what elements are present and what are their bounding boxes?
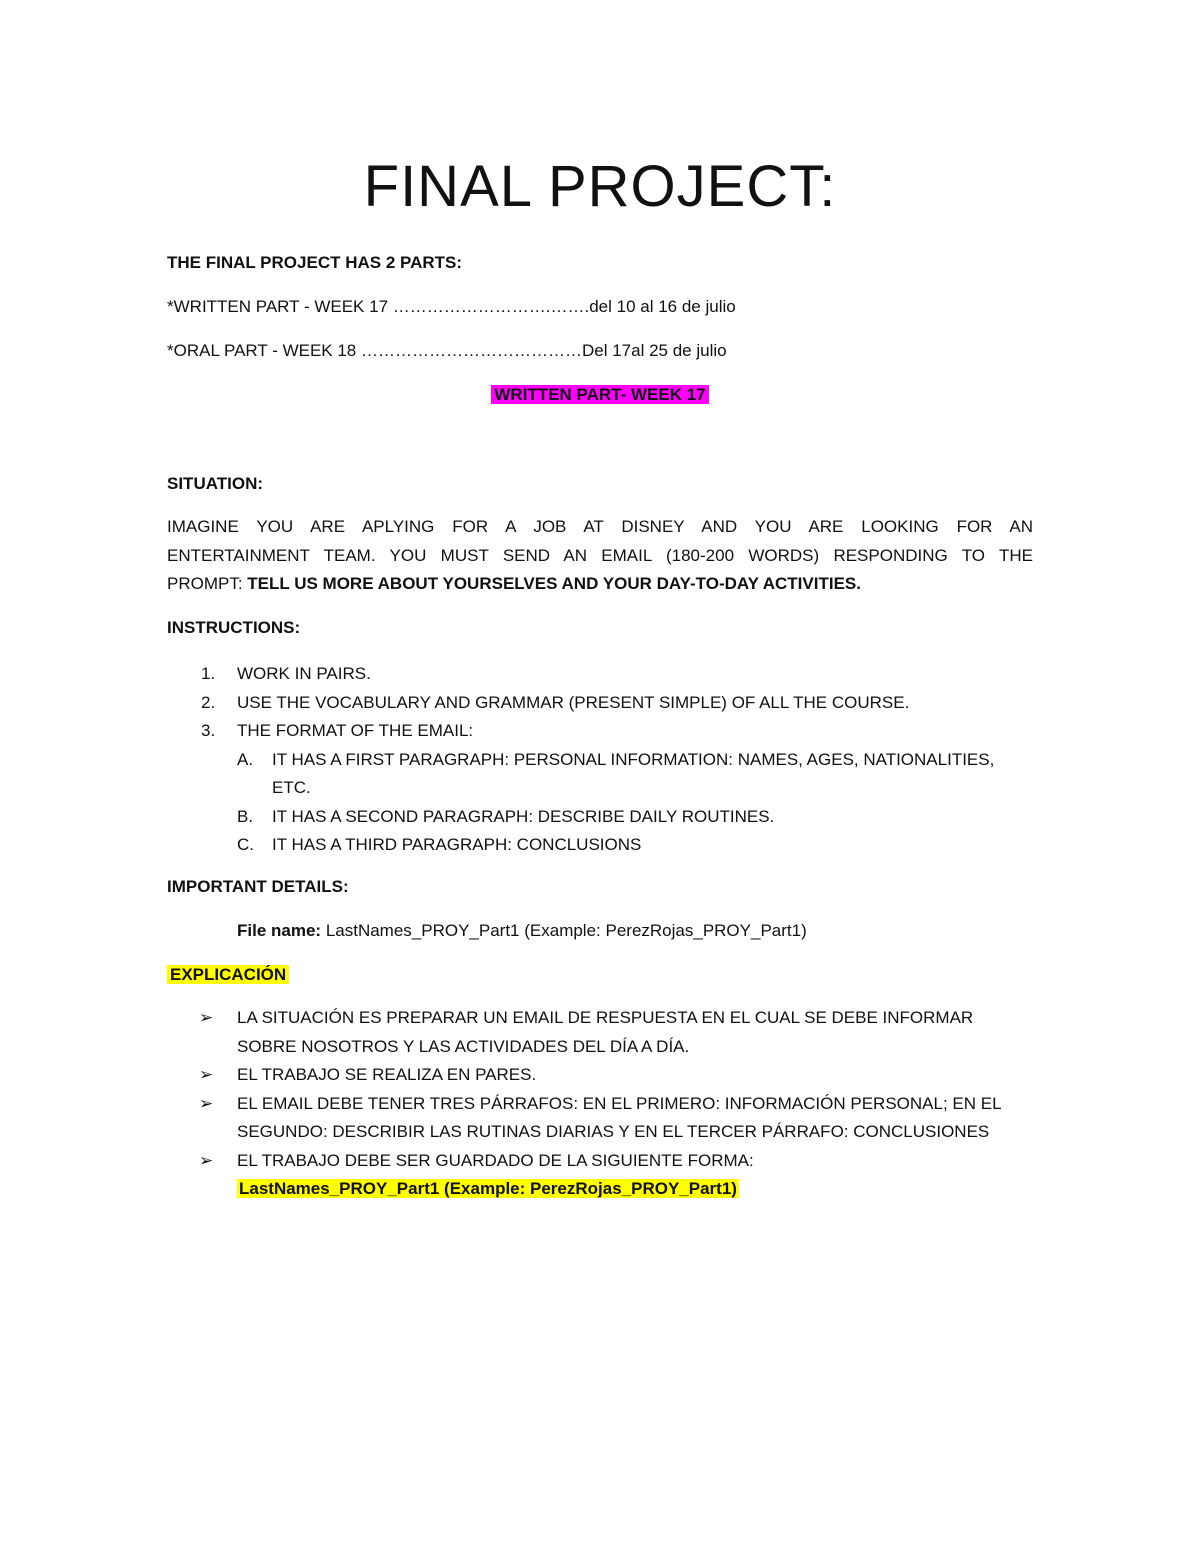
- parts-heading: THE FINAL PROJECT HAS 2 PARTS:: [167, 253, 463, 272]
- instructions-heading: INSTRUCTIONS:: [167, 618, 301, 637]
- list-item-text: IT HAS A FIRST PARAGRAPH: PERSONAL INFORMATION: NAMES, AGES, NATIONALITIES,: [272, 749, 995, 769]
- list-marker: 3.: [201, 721, 216, 740]
- sub-list-item: [237, 831, 1033, 860]
- prompt-text: TELL US MORE ABOUT YOURSELVES AND YOUR DAY-TO-DAY ACTIVITIES.: [247, 574, 861, 593]
- list-item: [167, 660, 1033, 689]
- list-item: [167, 689, 1033, 718]
- list-marker: C.: [237, 835, 254, 854]
- list-item-text-continued: SEGUNDO: DESCRIBIR LAS RUTINAS DIARIAS Y EN EL TERCER PÁRRAFO: CONCLUSIONES: [237, 1122, 990, 1141]
- file-name-label: File name:: [237, 921, 322, 940]
- list-marker: A.: [237, 749, 254, 769]
- list-item-text-continued: SOBRE NOSOTROS Y LAS ACTIVIDADES DEL DÍA A DÍA.: [237, 1036, 690, 1056]
- list-marker: 2.: [201, 692, 216, 712]
- list-marker: 1.: [201, 664, 216, 683]
- list-item-text: IT HAS A SECOND PARAGRAPH: DESCRIBE DAILY ROUTINES.: [272, 806, 775, 826]
- instructions-list: [167, 660, 1033, 860]
- file-name-line: [237, 920, 807, 942]
- arrow-bullet-icon: ➢: [199, 1150, 214, 1170]
- list-item: [167, 1061, 1033, 1090]
- file-name-example-highlight: LastNames_PROY_Part1 (Example: PerezRojas_PROY_Part1): [239, 1179, 737, 1198]
- explicacion-heading-row: [167, 964, 289, 986]
- list-item-text: USE THE VOCABULARY AND GRAMMAR (PRESENT SIMPLE) OF ALL THE COURSE.: [237, 692, 910, 712]
- list-item-text: EL TRABAJO SE REALIZA EN PARES.: [237, 1065, 537, 1084]
- sub-list-item: [237, 803, 1033, 832]
- written-part-banner: WRITTEN PART- WEEK 17: [491, 385, 708, 404]
- list-item-text: EL EMAIL DEBE TENER TRES PÁRRAFOS: EN EL PRIMERO: INFORMACIÓN PERSONAL; EN EL: [237, 1093, 1002, 1113]
- list-item: [167, 1147, 1033, 1204]
- oral-part-line: *ORAL PART - WEEK 18 …………………………………Del 17al 25 de julio: [167, 341, 727, 360]
- list-item: [167, 1090, 1033, 1147]
- explicacion-list: [167, 1004, 1033, 1204]
- important-details-heading: IMPORTANT DETAILS:: [167, 877, 349, 896]
- situation-paragraph: [167, 513, 1033, 599]
- written-part-banner-row: [0, 384, 1200, 406]
- list-item: [167, 717, 1033, 860]
- arrow-bullet-icon: ➢: [199, 1065, 214, 1084]
- situation-row: IMAGINE YOU ARE APLYING FOR A JOB AT DISNEY AND YOU ARE LOOKING FOR AN: [167, 517, 1033, 536]
- email-format-sublist: [237, 746, 1033, 860]
- file-name-value: LastNames_PROY_Part1 (Example: PerezRojas_PROY_Part1): [321, 921, 807, 940]
- list-item: [167, 1004, 1033, 1061]
- list-item-text: WORK IN PAIRS.: [237, 664, 371, 683]
- list-item-text-continued: ETC.: [272, 778, 311, 797]
- sub-list-item: [237, 746, 1033, 803]
- page-title: FINAL PROJECT:: [363, 154, 837, 219]
- prompt-label: PROMPT:: [167, 574, 248, 593]
- explicacion-heading: EXPLICACIÓN: [167, 965, 289, 984]
- list-item-text: THE FORMAT OF THE EMAIL:: [237, 721, 474, 740]
- arrow-bullet-icon: ➢: [199, 1093, 214, 1113]
- situation-row: ENTERTAINMENT TEAM. YOU MUST SEND AN EMAIL (180-200 WORDS) RESPONDING TO THE: [167, 545, 1033, 565]
- list-item-text: LA SITUACIÓN ES PREPARAR UN EMAIL DE RESPUESTA EN EL CUAL SE DEBE INFORMAR: [237, 1008, 974, 1027]
- situation-row: [167, 570, 1033, 599]
- situation-heading: SITUATION:: [167, 474, 264, 493]
- written-part-line: *WRITTEN PART - WEEK 17 ……………………….…….del 10 al 16 de julio: [167, 297, 736, 316]
- arrow-bullet-icon: ➢: [199, 1008, 214, 1027]
- list-item-text: IT HAS A THIRD PARAGRAPH: CONCLUSIONS: [272, 835, 642, 854]
- list-marker: B.: [237, 806, 254, 826]
- list-item-text: EL TRABAJO DEBE SER GUARDADO DE LA SIGUIENTE FORMA:: [237, 1150, 754, 1170]
